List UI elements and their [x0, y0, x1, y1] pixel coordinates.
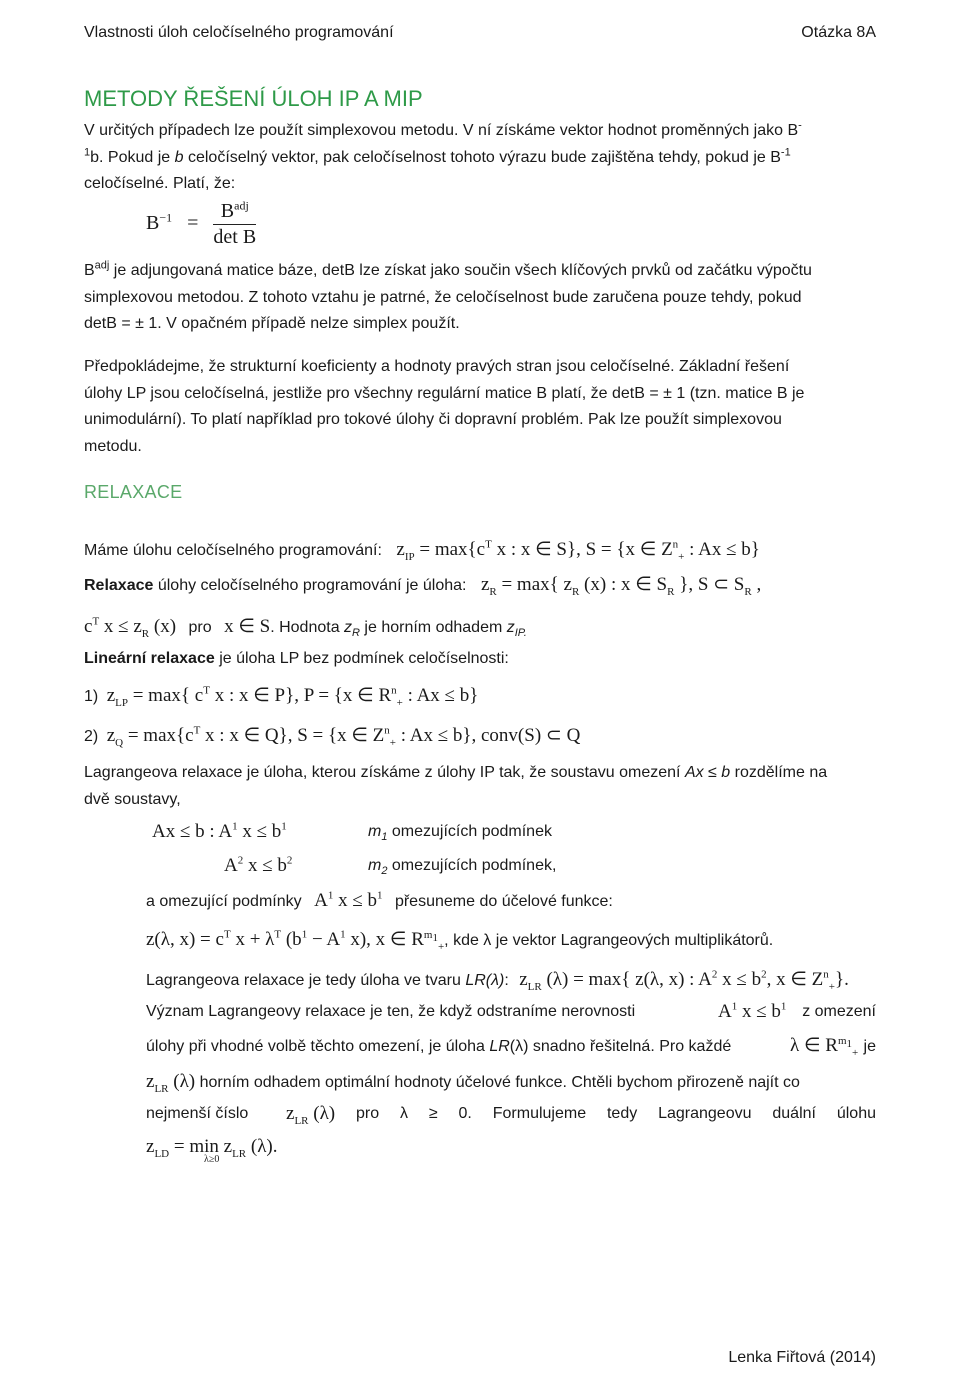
formula-a1x-2: $A^1$ $x \le b^1$: [718, 1000, 787, 1022]
linear-relaxation-item-2: 2) $z_Q = \max\{c^T$ x : x ∈ Q}, S = {x ∈ $Z^n_+$ : Ax ≤ b}, conv(S) ⊂ Q: [84, 724, 581, 749]
ip-problem-line: Máme úlohu celočíselného programování: $z_{IP} = \max\{c^T$ x : x ∈ S}, S = {x ∈ $Z^n_+$ : Ax ≤ b}: [84, 538, 760, 563]
section-title-methods: METODY ŘEŠENÍ ÚLOH IP A MIP: [84, 86, 423, 111]
meaning-line-4: nejmenší číslo $z_{LR}$ (λ) pro λ ≥ 0. Formulujeme tedy Lagrangeovu duální úlohu: [146, 1103, 876, 1127]
paragraph-adjugate: $B^{adj}$ je adjungovaná matice báze, detB lze získat jako součin všech klíčových prvků od začátku výpočtu simplexovou metodou. Z tohoto vztahu je patrné, že celočíselnost bude zaručena pouze tehdy, pokud detB = ± 1. V opačném případě nelze simplex použít.: [84, 259, 812, 332]
linear-relaxation-line: Lineární relaxace je úloha LP bez podmínek celočíselnosti:: [84, 650, 509, 667]
meaning-line-3: $z_{LR}$ (λ) horním odhadem optimální hodnoty účelové funkce. Chtěli bychom přirozeně najít co: [146, 1071, 800, 1095]
footer-author: Lenka Fiřtová (2014): [728, 1349, 876, 1366]
formula-zlr-lambda: $z_{LR}$ (λ): [146, 1071, 196, 1095]
formula-zip: $z_{IP} = \max\{c^T$ x : x ∈ S}, S = {x ∈ $Z^n_+$ : Ax ≤ b}: [396, 538, 760, 563]
section-title-relaxation: RELAXACE: [84, 482, 183, 502]
formula-zlr: $z_{LR}$ (λ) = max{ z(λ, x) : $A^2$ $x \le b^2$, x ∈ $Z^n_+$}.: [519, 968, 849, 993]
formula-system-2: $A^2$ $x \le b^2$: [224, 854, 293, 876]
formula-inverse: $B^{-1}$ = $\frac{B^{adj}}{\text{det B}}$: [146, 198, 257, 248]
header-question: Otázka 8A: [801, 24, 876, 41]
paragraph-lagrange-intro: Lagrangeova relaxace je úloha, kterou získáme z úlohy IP tak, že soustavu omezení Ax ≤ b rozdělíme na dvě soustavy,: [84, 764, 828, 808]
lagrange-relaxation-line: Lagrangeova relaxace je tedy úloha ve tvaru LR(λ): $z_{LR}$ (λ) = max{ z(λ, x) : $A^2$ $x \le b^2$, x ∈ $Z^n_+$}.: [146, 968, 849, 993]
formula-lambda-domain: λ ∈ $R^{m_1}_+$: [790, 1034, 859, 1059]
system-1-note: $m_1$ omezujících podmínek: [368, 823, 552, 844]
formula-ctx: $c^T$ $x \le z_R$ (x): [84, 615, 177, 640]
paragraph-simplex: V určitých případech lze použít simplexovou metodu. V ní získáme vektor hodnot proměnných jako B- $^1$b. Pokud je b celočíselný vektor, pak celočíselnost tohoto výrazu bude zajištěna tehdy, pokud je $B^{-1}$ celočíselné. Platí, že:: [84, 119, 802, 192]
formula-z-lambda: z(λ, $x) = c^T$ $x + \lambda^T$ ($b^1 - A^1$ x), x ∈ $R^{m_1}_+$: [146, 928, 445, 953]
system-2-note: $m_2$ omezujících podmínek,: [368, 857, 557, 878]
formula-zq: $z_Q = \max\{c^T$ x : x ∈ Q}, S = {x ∈ $Z^n_+$ : Ax ≤ b}, conv(S) ⊂ Q: [106, 724, 581, 749]
linear-relaxation-item-1: 1) $z_{LP} = \max${ $c^T$ x : x ∈ P}, P = {x ∈ $R^n_+$ : Ax ≤ b}: [84, 684, 479, 709]
formula-lagrange-dual: $z_{LD} = \min z_{LR}$ (λ). λ≥0: [146, 1136, 278, 1165]
formula-a1x: $A^1$ $x \le b^1$: [314, 889, 383, 911]
meaning-line-1: Význam Lagrangeovy relaxace je ten, že když odstraníme nerovnosti $A^1$ $x \le b^1$ z omezení: [146, 1000, 876, 1022]
formula-x-in-s: x ∈ S: [224, 616, 271, 637]
paragraph-unimodular: Předpokládejme, že strukturní koeficienty a hodnoty pravých stran jsou celočíselné. Základní řešení úlohy LP jsou celočíselná, jestliže pro všechny regulární matice B platí, že detB = ± 1 (tzn. matice B je unimodulární). To platí například pro tokové úlohy či dopravní problém. Pak lze použít simplexovou metodu.: [84, 358, 805, 455]
move-constraints-line: a omezující podmínky $A^1$ $x \le b^1$ přesuneme do účelové funkce:: [146, 889, 613, 911]
relaxation-bound-line: $c^T$ $x \le z_R$ (x) pro x ∈ S. Hodnota $z_R$ je horním odhadem $z_{IP.}$: [84, 615, 527, 640]
min-subscript: λ≥0: [204, 1154, 220, 1165]
meaning-line-2: úlohy při vhodné volbě těchto omezení, je úloha LR(λ) snadno řešitelná. Pro každé λ ∈ $R^{m_1}_+$ je: [146, 1034, 876, 1059]
formula-zlr-lambda-2: $z_{LR}$ (λ): [286, 1103, 336, 1127]
formula-zlp: $z_{LP} = \max${ $c^T$ x : x ∈ P}, P = {x ∈ $R^n_+$ : Ax ≤ b}: [106, 684, 479, 709]
formula-zr: $z_R = \max${ $z_R$ (x) : x ∈ $S_R$ }, S ⊂ $S_R$ ,: [480, 574, 762, 598]
lagrange-function-line: z(λ, $x) = c^T$ $x + \lambda^T$ ($b^1 - A^1$ x), x ∈ $R^{m_1}_+$, kde λ je vektor Lagrangeových multiplikátorů.: [146, 928, 774, 953]
header-title: Vlastnosti úloh celočíselného programování: [84, 24, 394, 41]
relaxation-definition: Relaxace úlohy celočíselného programování je úloha: $z_R = \max${ $z_R$ (x) : x ∈ $S_R$ }, S ⊂ $S_R$ ,: [84, 574, 762, 598]
formula-system-1: Ax ≤ b : $A^1$ $x \le b^1$: [152, 820, 287, 842]
